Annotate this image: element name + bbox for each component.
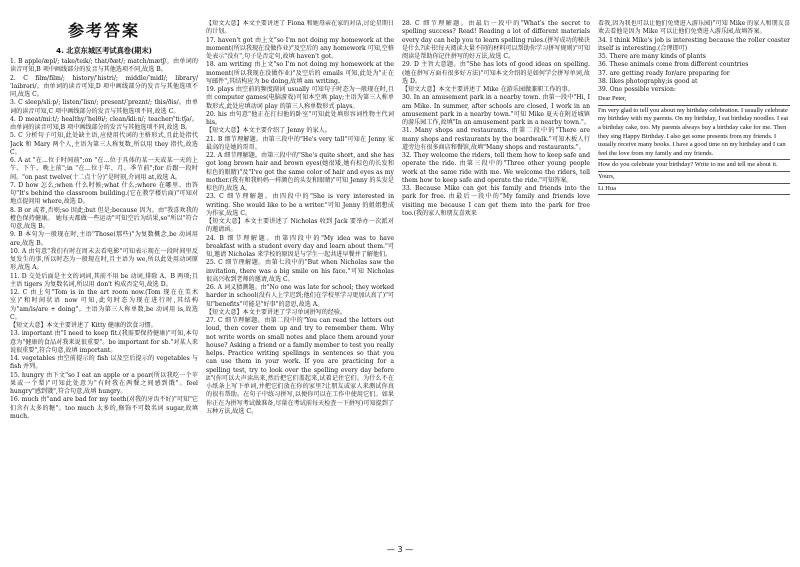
answer-item: 看我,因为我也可以让他们免费进入游乐园)"可知 Mike 的家人和朋友喜欢去看他是因为 Mike 可以让他们免费进入游乐园,故填答案。	[598, 20, 790, 36]
answer-item: 3. C sleep/sliːp/; listen/ˈlisn/; present/ˈpreznt/; this/ðis/。由单词的读音可知,C 项中画线部分的发音与其他选项不同,故选 C。	[10, 99, 198, 115]
column-2	[206, 20, 394, 540]
column-2-items	[206, 20, 394, 416]
answer-item: 11. D 交处后面是主文的词词,其前不用 be 动词,排除 A、B 两项;且主语 tigers 为复数名词,所以用 don't 构成否定句,故选 D。	[10, 272, 198, 288]
answer-item: 31. Many shops and restaurants. 由第二段中的"There are many shops and restaurants by the boardwalk."可知木板人行道旁边有很多商店和餐馆,故填"Many shops and restaurants."。	[402, 127, 590, 151]
answer-item: 22. A 细节理解题。由第三段中的"She's quite short, and she has got long brown hair and brown eyes(她很矮,她有棕色的长发和棕色的眼睛)"及"I've got the same color of hair and eyes as my mother.(我有和我妈妈一样颜色的头发和眼睛)"可知 Jenny 的头发是棕色的,故选 A。	[206, 152, 394, 192]
essay-greeting: Dear Peter,	[598, 95, 790, 106]
sample-essay	[598, 95, 790, 195]
answer-item: 16. much 由"and are bad for my teeth(对我的牙齿不好)"可知"它们含有太多的糖"。too much 太多的,修饰不可数名词 sugar,故填 much。	[10, 396, 198, 420]
essay-signature: Li Hua	[598, 185, 790, 196]
column-1	[10, 20, 198, 540]
answer-item: 26. A 词义猜测题。由"No one was late for school; they worked harder in school(没有人上学迟到;他们在学校里学习更加认真了)"可知"benefits"可能是"好事"的意思,故选 A。	[206, 284, 394, 308]
answer-item: 38. likes photography;is good at	[598, 77, 698, 85]
answer-item: 【短文大意】本文主要讲述了 Kitty 健康的饮食习惯。	[10, 322, 157, 329]
answer-item: 39. One possible version:	[598, 86, 676, 93]
answer-item: 10. A 由句意"我们有时在周末去看电影"可知表示现在一段时间里反复发生的事,所以时态为一般现在时,且主语为 we,所以此处用动词原形,故选 A。	[10, 247, 198, 272]
answer-item: 【短文大意】本文主要讲述了 Mike 在游乐园做兼职工作的事。	[402, 86, 574, 93]
answer-item: 【短文大意】本文主要介绍了 Jenny 的家人。	[206, 127, 331, 135]
answer-item: 37. are getting ready for/are preparing for	[598, 69, 730, 77]
essay-closing: Yours,	[598, 173, 790, 184]
answer-item: 【短文大意】本文主要讲述了 Fiona 和她母亲在家的对话,讨论星期日的计划。	[206, 20, 394, 36]
answer-item: 5. C 分析句子可知,此处缺主语,应使用代词的主格形式,且此处指代 Jack 和 Mary 两个人,主语为第三人称复数,所以用 they 指代,故选 C。	[10, 132, 198, 156]
answer-item: 19. plays 由空前的频度副词 usually 可知句子时态为一般现在时,且由 computer games(电脑游戏)可知本空填 play;主语为第三人称单数形式,此处应填动词 play 的第三人称单数形式 plays。	[206, 86, 394, 110]
page-title: 参考答案	[67, 21, 140, 40]
answer-item: 25. C 细节理解题。由第七段中的"But when Nicholas saw the invitation, there was a big smile on his face."可知 Nicholas 很高兴收到老师的邀请,故选 C。	[206, 259, 394, 283]
answer-item: 4. D meat/miːt/; healthy/ˈhelθi/; clean/kliːn/; teacher/ˈtiːtʃə/。由单词的读音可知,B 项中画线部分的发音与其他选项不同,故选 B。	[10, 115, 198, 131]
answer-item: 15. hungry 由下文"so I eat an apple or a pear(所以我吃一个苹果或一个梨)"可知此处意为"有时我在两餐之间感到饿"。feel hungry"感到饿",符合句意,故填 hungry。	[10, 371, 198, 395]
column-3	[402, 20, 590, 540]
answer-item: 32. They welcome the riders, tell them how to keep safe and operate the ride. 由第三段中的"Three other young people work at the same ride with me. We welcome the riders, tell them how to keep safe and operate the ride."可知答案。	[402, 152, 590, 184]
answer-item: 1. B apple/æpl/; take/teik/; that/ðæt/; match/mætʃ/。由单词的读音可知,B 项中画线部分的发音与其他选项不同,故选 B。	[10, 58, 198, 74]
answer-item: 2. C film/film/; history/ˈhistri/; middle/ˈmidl/; library/ˈlaibrəri/。由单词的读音可知,D 项中画线部分的发音与其他选项不同,故选 C。	[10, 74, 198, 98]
answer-item: 30. In an amusement park in a nearby town. 由第一段中"Hi, I am Mike. In summer, after schools are closed, I work in an amusement park in a nearby town."可知 Mike 夏天在附近城镇的游乐园工作,故填"In an amusement park in a nearby town."。	[402, 94, 590, 126]
answer-item: 13. important 由"I need to keep fit.(我需要保持健康)"可知,本句意为"健康的食品对我来说很重要"。be important for sb."对某人来说很重要",符合句意,故填 important。	[10, 330, 198, 354]
answer-item: 17. haven't got 由上文"so I'm not doing my homework at the moment(所以我现在没做作业)"及空后的 any homework 可知,空格处表示"没有",句子是否定句,故填 haven't got。	[206, 36, 394, 60]
answer-item: 20. his 由句意"他正在打扫他的卧室"可知此处填形容词性物主代词 his。	[206, 110, 394, 126]
answer-item: 29. D 主旨大意题。由"She has lots of good ideas on spelling.(她在拼写方面有很多好方法)"可知本文介绍的是如何学会拼写单词,故选 D。	[402, 61, 590, 85]
answer-item: 21. B 细节理解题。由第三段中的"He's very tall"可知在 Jenny 家最高的是她的哥哥。	[206, 135, 394, 151]
column-4-items	[598, 20, 790, 94]
answer-item: 28. C 细节理解题。由最后一段中的"What's the secret to spelling success? Read! Reading a lot of different materials every day can help you to learn spelling rules.(拼写成功的秘诀是什么?读书!每天阅读大量不同的材料可以帮助你学习拼写规则)"可知阅读是帮助你记住拼写的好方法,故选 C。	[402, 20, 590, 60]
column-1-items	[10, 58, 198, 421]
essay-paragraph: How do you celebrate your birthday? Write to me and tell me about it.	[598, 161, 790, 172]
answer-item: 8. B or 或者,否则;so 因此;but 但是;because 因为。由"我喜欢我的橙色保持健康。 她每天都做一些运动"可知空后为结果,so"所以"符合句意,故选 B。	[10, 206, 198, 230]
answer-item: 24. B 细节理解题。由第四段中的"My idea was to have breakfast with a student every day and learn about them."可知,邀请 Nicholas 来学校的原因是与学生一起共进早餐并了解他们。	[206, 234, 394, 258]
answer-item: 36. These animals come from different countries	[598, 61, 749, 69]
answer-item: 【短文大意】本文主要讲述了学习单词拼写的经验。	[206, 308, 347, 316]
answer-item: 33. Because Mike can get his family and friends into the park for free. 由最后一段中的"My family and friends love visiting me because I can get them into the park for free too.(我的家人和朋友喜欢来	[402, 185, 590, 217]
answer-item: 6. A at "在...位于时间前";on "在...位于具体的某一天或某一天的上午、下午、晚上前";in "在...位于年、月、季节前";for 后跟一段时间。"on past twelve(十二点十分)"是时刻,介词用 at,故选 A。	[10, 157, 198, 181]
exam-subtitle: 4. 北京东城区考试真卷(期末)	[56, 46, 152, 55]
answer-item: 9. B 本句为一般现在时,主语"Those(那些)"为复数概念,be 动词用 are,故选 B。	[10, 231, 198, 247]
essay-paragraph: I'm very glad to tell you about my birthday celebration. I usually celebrate my birthday with my parents. On my birthday, I eat birthday noodles. I eat a birthday cake, too. My parents always buy a birthday cake for me. Then they sing Happy Birthday. I also get some presents from my friends. I usually receive many books. I have a good time on my birthday and I can feel the love from my family and my friends.	[598, 107, 790, 161]
answer-item: 12. C 由上句"Tom is in the art room now.(Tom 现在在美术室)"和时间状语 now 可知,此句时态为现在进行时,其结构为"am/is/are + doing"。主语为第三人称单数,be 动词用 is,故选 C。	[10, 289, 198, 321]
column-4	[598, 20, 790, 540]
answer-item: 【短文大意】本文主要讲述了 Nicholas 收到 Jack 要举办一次派对的邀请函。	[206, 218, 394, 234]
answer-item: 14. vegetables 由空前提示的 fish 以及空后提示的 vegetables 与 fish 并列。	[10, 355, 198, 371]
answer-item: 18. am writing 由上文"so I'm not doing my homework at the moment(所以我现在没做作业)"及空后的 emails 可知,此处为"正在写邮件",其结构应为 be doing,故填 am writing。	[206, 61, 394, 85]
answer-item: 7. D how 怎么;when 什么时候;what 什么;where 在哪里。由答句"It's behind the classroom building.(它在教学楼后面)"可知对地点提问用 where,故选 D。	[10, 181, 198, 206]
column-3-items	[402, 20, 590, 218]
answer-item: 35. There are many kinds of plants	[598, 53, 706, 60]
answer-item: 34. I think Mike's job is interesting because the roller coaster itself is interesting.(合理即可)	[598, 36, 790, 52]
answer-item: 27. C 细节理解题。由第二段中的"You can read the letters out loud, then cover them up and try to remember them. Why not write words on small notes and place them around your house? Asking a friend or a family member to test you really helps. Practice writing spellings in sentences so that you can use them in your work. If you are practicing for a spelling test, try to look over the spelling every day before it"(你可以大声读出来,然后把它们盖起来,试着记住它们。为什么不在小纸条上写下单词,并把它们放在你的家里?让朋友或家人来测试你真的很有帮助。在句子中练习拼写,以便你可以在工作中使用它们。如果你正在为拼写考试做准备,尽量在考试前每天检查一下拼写)可知提到了五种方法,故选 C。	[206, 317, 394, 415]
answer-item: 23. C 细节理解题。由四段中的"She is very interested in writing. She would like to be a writer."可知 Jenny 的姐姐想成为作家,故选 C。	[206, 193, 394, 217]
page-number: — 3 —	[386, 545, 414, 554]
